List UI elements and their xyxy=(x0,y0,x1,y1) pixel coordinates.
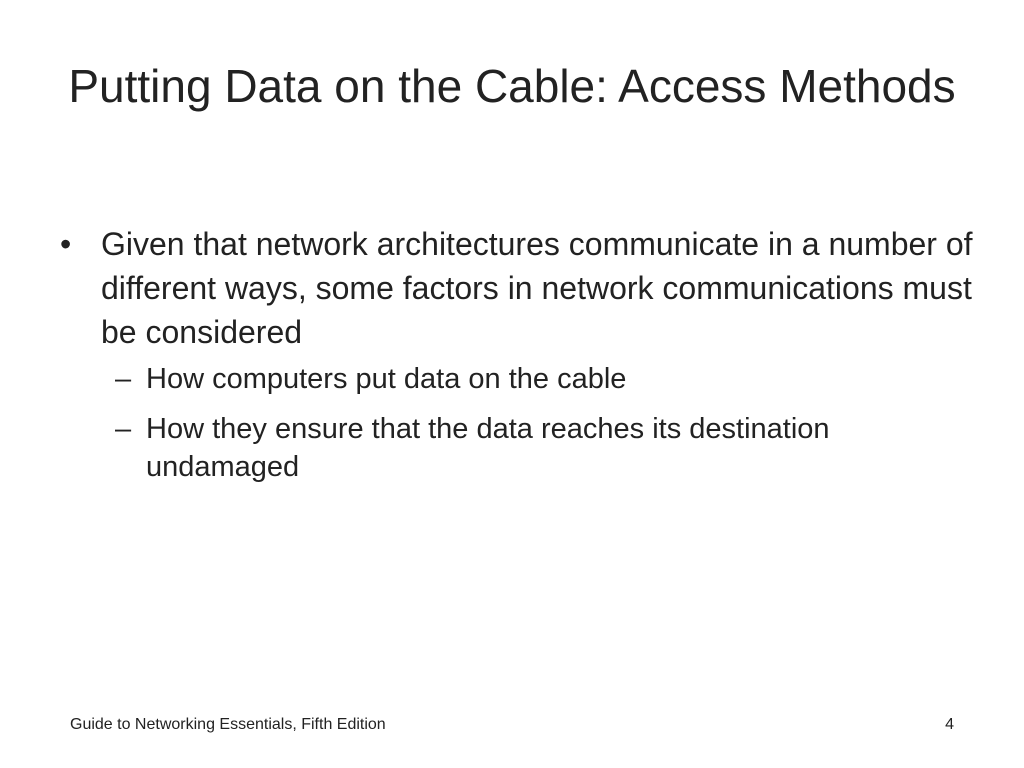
sub-bullet-text: How they ensure that the data reaches its destination undamaged xyxy=(146,413,830,483)
footer-book-title: Guide to Networking Essentials, Fifth Edition xyxy=(70,716,386,733)
sub-bullet-list xyxy=(60,360,980,486)
slide-title: Putting Data on the Cable: Access Methods xyxy=(68,60,956,112)
sub-bullet-text: How computers put data on the cable xyxy=(146,363,627,395)
slide-content xyxy=(60,222,980,498)
dash-marker: – xyxy=(115,413,132,445)
bullet-text: Given that network architectures communicate in a number of different ways, some factors in network communications must be considered xyxy=(101,226,973,350)
dash-marker: – xyxy=(115,363,132,395)
sub-bullet-item xyxy=(60,360,980,398)
bullet-item xyxy=(60,222,980,354)
bullet-marker: • xyxy=(60,226,72,262)
footer-page-number: 4 xyxy=(945,716,954,733)
sub-bullet-item xyxy=(60,410,980,486)
